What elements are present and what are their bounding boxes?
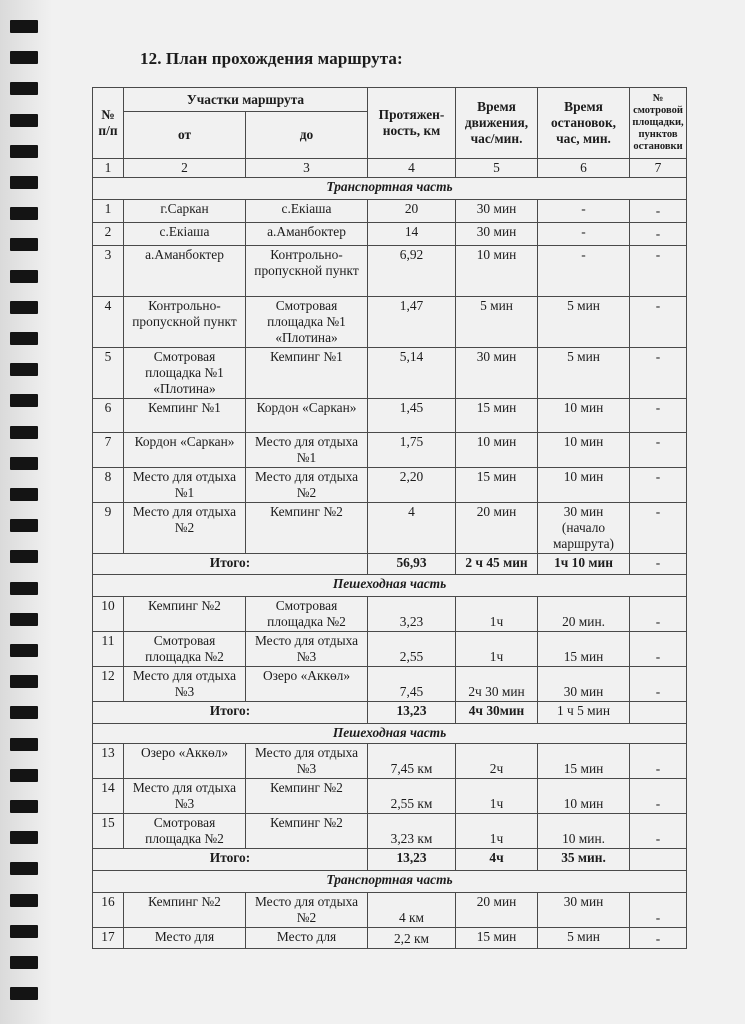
binding-hole	[10, 51, 38, 64]
table-row	[93, 779, 687, 814]
cell-to: Место для	[246, 928, 368, 949]
cell-move-time: 1ч	[456, 632, 538, 667]
cell-stop-time: 15 мин	[538, 744, 630, 779]
total-row	[93, 702, 687, 724]
cell-length: 1,47	[368, 297, 456, 348]
cell-viewpoint: -	[630, 433, 687, 468]
cell-length: 14	[368, 223, 456, 246]
cell-to: Кемпинг №2	[246, 814, 368, 849]
table-row	[93, 468, 687, 503]
cell-viewpoint: -	[630, 667, 687, 702]
cell-stop-time: 10 мин	[538, 468, 630, 503]
table-row	[93, 632, 687, 667]
cell-move-time: 10 мин	[456, 246, 538, 297]
table-row	[93, 297, 687, 348]
cell-num: 16	[93, 893, 124, 928]
total-move-time: 4ч	[456, 849, 538, 871]
cell-from: Озеро «Аккөл»	[124, 744, 246, 779]
cell-to: а.Аманбоктер	[246, 223, 368, 246]
cell-stop-time: -	[538, 223, 630, 246]
binding-hole	[10, 925, 38, 938]
total-move-time: 4ч 30мин	[456, 702, 538, 724]
table-row	[93, 246, 687, 297]
cell-to: Место для отдыха №2	[246, 893, 368, 928]
cell-length: 7,45 км	[368, 744, 456, 779]
cell-from: Место для отдыха №3	[124, 779, 246, 814]
cell-stop-time: 30 мин	[538, 667, 630, 702]
total-viewpoint	[630, 702, 687, 724]
cell-length: 2,55 км	[368, 779, 456, 814]
header-to: до	[246, 112, 368, 159]
cell-to: Кордон «Саркан»	[246, 399, 368, 433]
binding-hole	[10, 82, 38, 95]
total-stop-time: 1ч 10 мин	[538, 554, 630, 575]
cell-from: Кордон «Саркан»	[124, 433, 246, 468]
spiral-binding	[0, 0, 52, 1024]
total-length: 13,23	[368, 849, 456, 871]
cell-from: Место для отдыха №3	[124, 667, 246, 702]
binding-hole	[10, 114, 38, 127]
cell-num: 4	[93, 297, 124, 348]
binding-hole	[10, 270, 38, 283]
binding-hole	[10, 207, 38, 220]
cell-stop-time: -	[538, 200, 630, 223]
cell-from: Кемпинг №1	[124, 399, 246, 433]
table-row	[93, 200, 687, 223]
header-num: № п/п	[93, 88, 124, 159]
binding-hole	[10, 457, 38, 470]
binding-hole	[10, 332, 38, 345]
cell-num: 17	[93, 928, 124, 949]
cell-num: 5	[93, 348, 124, 399]
total-length: 13,23	[368, 702, 456, 724]
cell-move-time: 2ч	[456, 744, 538, 779]
route-plan-table	[92, 87, 687, 949]
table-row	[93, 744, 687, 779]
cell-stop-time: 5 мин	[538, 348, 630, 399]
cell-move-time: 30 мин	[456, 223, 538, 246]
cell-num: 3	[93, 246, 124, 297]
cell-stop-time: 10 мин	[538, 433, 630, 468]
cell-to: с.Екiаша	[246, 200, 368, 223]
cell-viewpoint: -	[630, 928, 687, 949]
section-title: Пешеходная часть	[93, 575, 687, 597]
binding-hole	[10, 644, 38, 657]
cell-length: 2,2 км	[368, 928, 456, 949]
cell-move-time: 2ч 30 мин	[456, 667, 538, 702]
header-viewpoint: № смотровой площадки, пунктов остановки	[630, 88, 687, 159]
total-stop-time: 1 ч 5 мин	[538, 702, 630, 724]
cell-viewpoint: -	[630, 200, 687, 223]
cell-move-time: 15 мин	[456, 928, 538, 949]
binding-hole	[10, 176, 38, 189]
binding-hole	[10, 987, 38, 1000]
cell-length: 4	[368, 503, 456, 554]
cell-num: 9	[93, 503, 124, 554]
binding-hole	[10, 956, 38, 969]
cell-num: 8	[93, 468, 124, 503]
cell-move-time: 1ч	[456, 779, 538, 814]
cell-from: а.Аманбоктер	[124, 246, 246, 297]
col-number: 7	[630, 159, 687, 178]
binding-hole	[10, 582, 38, 595]
binding-hole	[10, 613, 38, 626]
total-row	[93, 554, 687, 575]
col-number: 4	[368, 159, 456, 178]
cell-to: Кемпинг №2	[246, 503, 368, 554]
cell-length: 3,23	[368, 597, 456, 632]
binding-hole	[10, 800, 38, 813]
cell-move-time: 5 мин	[456, 297, 538, 348]
cell-from: Место для отдыха №2	[124, 503, 246, 554]
section-row	[93, 724, 687, 744]
table-row	[93, 433, 687, 468]
cell-to: Кемпинг №2	[246, 779, 368, 814]
binding-hole	[10, 862, 38, 875]
binding-hole	[10, 519, 38, 532]
cell-from: Смотровая площадка №2	[124, 632, 246, 667]
binding-hole	[10, 706, 38, 719]
binding-hole	[10, 488, 38, 501]
binding-hole	[10, 894, 38, 907]
cell-from: Смотровая площадка №1 «Плотина»	[124, 348, 246, 399]
table-row	[93, 399, 687, 433]
cell-from: Кемпинг №2	[124, 597, 246, 632]
cell-from: г.Саркан	[124, 200, 246, 223]
col-number: 1	[93, 159, 124, 178]
binding-hole	[10, 363, 38, 376]
table-row	[93, 348, 687, 399]
cell-move-time: 30 мин	[456, 348, 538, 399]
binding-hole	[10, 20, 38, 33]
cell-stop-time: 5 мин	[538, 297, 630, 348]
total-length: 56,93	[368, 554, 456, 575]
cell-length: 2,20	[368, 468, 456, 503]
cell-num: 7	[93, 433, 124, 468]
section-row	[93, 871, 687, 893]
cell-move-time: 20 мин	[456, 503, 538, 554]
section-row	[93, 575, 687, 597]
cell-to: Место для отдыха №3	[246, 744, 368, 779]
cell-to: Смотровая площадка №1 «Плотина»	[246, 297, 368, 348]
cell-viewpoint: -	[630, 632, 687, 667]
binding-hole	[10, 769, 38, 782]
cell-move-time: 1ч	[456, 814, 538, 849]
cell-to: Место для отдыха №2	[246, 468, 368, 503]
total-row	[93, 849, 687, 871]
col-number: 3	[246, 159, 368, 178]
total-move-time: 2 ч 45 мин	[456, 554, 538, 575]
cell-from: Кемпинг №2	[124, 893, 246, 928]
cell-num: 14	[93, 779, 124, 814]
total-label: Итого:	[93, 849, 368, 871]
table-row	[93, 597, 687, 632]
table-row	[93, 503, 687, 554]
binding-hole	[10, 831, 38, 844]
cell-length: 3,23 км	[368, 814, 456, 849]
cell-stop-time: 10 мин.	[538, 814, 630, 849]
cell-to: Контрольно-пропускной пункт	[246, 246, 368, 297]
cell-viewpoint: -	[630, 744, 687, 779]
column-numbers-row	[93, 159, 687, 178]
cell-length: 1,75	[368, 433, 456, 468]
col-number: 6	[538, 159, 630, 178]
binding-hole	[10, 675, 38, 688]
cell-num: 10	[93, 597, 124, 632]
cell-num: 15	[93, 814, 124, 849]
cell-viewpoint: -	[630, 297, 687, 348]
total-label: Итого:	[93, 554, 368, 575]
cell-num: 1	[93, 200, 124, 223]
cell-num: 12	[93, 667, 124, 702]
cell-stop-time: 10 мин	[538, 399, 630, 433]
cell-stop-time: 15 мин	[538, 632, 630, 667]
cell-to: Озеро «Аккөл»	[246, 667, 368, 702]
binding-hole	[10, 426, 38, 439]
cell-move-time: 10 мин	[456, 433, 538, 468]
cell-stop-time: 5 мин	[538, 928, 630, 949]
cell-length: 4 км	[368, 893, 456, 928]
section-title: Транспортная часть	[93, 871, 687, 893]
cell-num: 6	[93, 399, 124, 433]
cell-move-time: 20 мин	[456, 893, 538, 928]
header-from: от	[124, 112, 246, 159]
binding-hole	[10, 145, 38, 158]
table-row	[93, 667, 687, 702]
cell-move-time: 1ч	[456, 597, 538, 632]
cell-length: 20	[368, 200, 456, 223]
header-segments: Участки маршрута	[124, 88, 368, 112]
cell-from: Место для отдыха №1	[124, 468, 246, 503]
table-row	[93, 893, 687, 928]
total-label: Итого:	[93, 702, 368, 724]
cell-viewpoint: -	[630, 246, 687, 297]
cell-length: 5,14	[368, 348, 456, 399]
cell-viewpoint: -	[630, 597, 687, 632]
cell-from: Смотровая площадка №2	[124, 814, 246, 849]
cell-from: Место для	[124, 928, 246, 949]
cell-move-time: 30 мин	[456, 200, 538, 223]
cell-to: Кемпинг №1	[246, 348, 368, 399]
cell-stop-time: 20 мин.	[538, 597, 630, 632]
cell-viewpoint: -	[630, 399, 687, 433]
cell-to: Смотровая площадка №2	[246, 597, 368, 632]
cell-length: 6,92	[368, 246, 456, 297]
total-viewpoint: -	[630, 554, 687, 575]
col-number: 5	[456, 159, 538, 178]
header-length: Протяжен-ность, км	[368, 88, 456, 159]
header-stop-time: Время остановок, час, мин.	[538, 88, 630, 159]
table-row	[93, 814, 687, 849]
table-row	[93, 223, 687, 246]
header-row	[93, 88, 687, 112]
total-viewpoint	[630, 849, 687, 871]
section-title: Пешеходная часть	[93, 724, 687, 744]
cell-viewpoint: -	[630, 814, 687, 849]
cell-num: 2	[93, 223, 124, 246]
binding-hole	[10, 738, 38, 751]
cell-length: 7,45	[368, 667, 456, 702]
cell-viewpoint: -	[630, 893, 687, 928]
section-row	[93, 178, 687, 200]
cell-stop-time: 30 мин (начало маршрута)	[538, 503, 630, 554]
cell-viewpoint: -	[630, 348, 687, 399]
table-row	[93, 928, 687, 949]
cell-num: 13	[93, 744, 124, 779]
cell-to: Место для отдыха №1	[246, 433, 368, 468]
cell-move-time: 15 мин	[456, 468, 538, 503]
cell-viewpoint: -	[630, 223, 687, 246]
binding-hole	[10, 394, 38, 407]
cell-length: 2,55	[368, 632, 456, 667]
header-move-time: Время движения, час/мин.	[456, 88, 538, 159]
cell-stop-time: 30 мин	[538, 893, 630, 928]
cell-viewpoint: -	[630, 468, 687, 503]
page-title: 12. План прохождения маршрута:	[140, 49, 403, 68]
cell-num: 11	[93, 632, 124, 667]
cell-viewpoint: -	[630, 779, 687, 814]
cell-length: 1,45	[368, 399, 456, 433]
cell-to: Место для отдыха №3	[246, 632, 368, 667]
binding-hole	[10, 301, 38, 314]
section-title: Транспортная часть	[93, 178, 687, 200]
cell-stop-time: 10 мин	[538, 779, 630, 814]
cell-move-time: 15 мин	[456, 399, 538, 433]
binding-hole	[10, 238, 38, 251]
cell-from: с.Екiаша	[124, 223, 246, 246]
cell-from: Контрольно-пропускной пункт	[124, 297, 246, 348]
cell-stop-time: -	[538, 246, 630, 297]
total-stop-time: 35 мин.	[538, 849, 630, 871]
binding-hole	[10, 550, 38, 563]
cell-viewpoint: -	[630, 503, 687, 554]
col-number: 2	[124, 159, 246, 178]
